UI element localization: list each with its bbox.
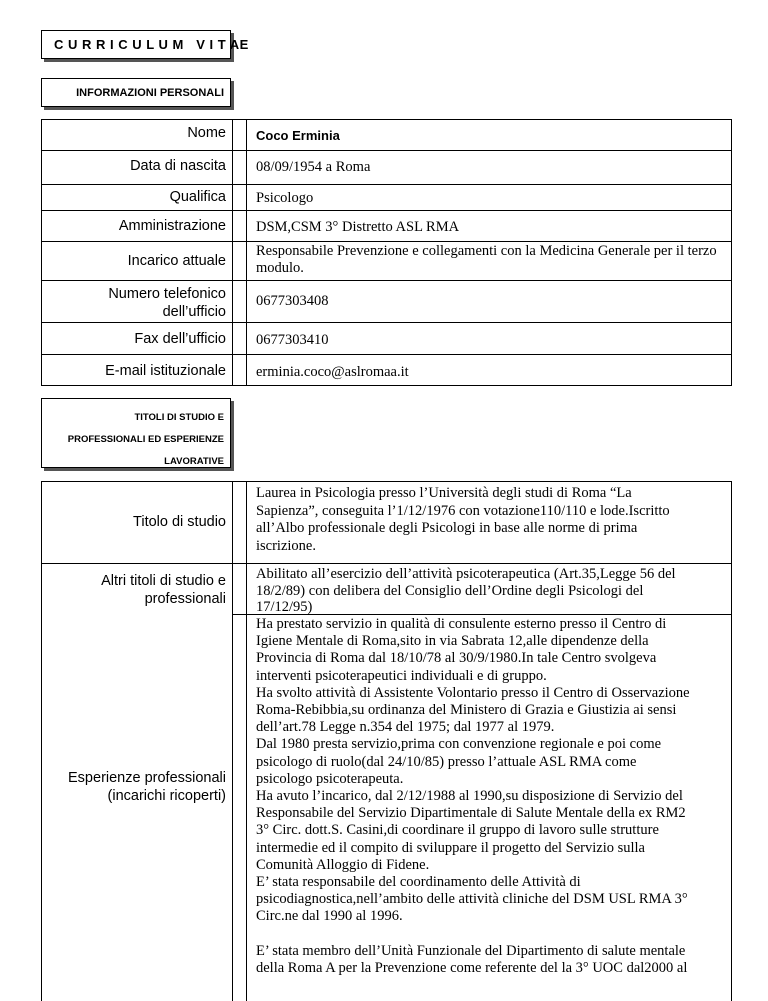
personal-section-title: INFORMAZIONI PERSONALI (76, 87, 224, 99)
personal-section-box (41, 78, 231, 107)
name-value: Coco Erminia (256, 128, 340, 143)
fax-label: Fax dell’ufficio (134, 331, 226, 347)
esperienze-value: Ha prestato servizio in qualità di consulente esterno presso il Centro di Igiene Mentale di Roma,sito in via Sabrata 12,alle dipendenze della Provincia di Roma dal 18/10/78 al 30/9/1980.In tale Centro svolgeva interventi psicoterapeutici individuali e di gruppo. Ha svolto attività di Assistente Volontario presso il Centro di Osservazione Roma-Rebibbia,su ordinanza del Ministero di Grazia e Giustizia ai sensi dell’art.78 Legge n.354 del 1975; dal 1977 al 1979. Dal 1980 presta servizio,prima con convenzione regionale e poi come psicologo di ruolo(dal 24/10/85) presso l’attuale ASL RMA come psicologo psicoterapeuta. Ha avuto l’incarico, dal 2/12/1988 al 1990,su disposizione di Servizio del Responsabile del Servizio Dipartimentale di Salute Mentale della ex RM2 3° Circ. dott.S. Casini,di coordinare il gruppo di lavoro sulle strutture intermedie ed il compito di sviluppare il progetto del Servizio sulla Comunità Alloggio di Fidene. E’ stata responsabile del coordinamento delle Attività di psicodiagnostica,nell’ambito delle attività cliniche del DSM USL RMA 3° Circ.ne dal 1990 al 1996. E’ stata membro dell’Unità Funzionale del Dipartimento di salute mentale della Roma A per la Prevenzione come referente del la 3° UOC dal2000 al (256, 616, 690, 976)
qualifica-value: Psicologo (256, 190, 314, 206)
email-value: erminia.coco@aslromaa.it (256, 364, 409, 380)
titoli-section-box (41, 398, 231, 468)
birth-date-label: Data di nascita (130, 158, 226, 174)
titoli-section-title: TITOLI DI STUDIO E PROFESSIONALI ED ESPERIENZE LAVORATIVE (67, 412, 224, 467)
name-label: Nome (187, 125, 226, 141)
amministrazione-label: Amministrazione (118, 218, 226, 234)
phone-label: Numero telefonico dell’ufficio (108, 286, 226, 320)
titolo-studio-value: Laurea in Psicologia presso l’Università degli studi di Roma “La Sapienza”, conseguita l’1/12/1976 con votazione110/110 e lode.Iscritto all’Albo professionale degli Psicologi in base alle norme di prima iscrizione. (256, 485, 670, 554)
cv-title-box (41, 30, 249, 59)
birth-date-value: 08/09/1954 a Roma (256, 159, 371, 175)
esperienze-label: Esperienze professionali (incarichi ricoperti) (68, 770, 226, 804)
phone-value: 0677303408 (256, 293, 329, 309)
cv-title: C U R R I C U L U M V I T AE (54, 37, 249, 52)
altri-titoli-label: Altri titoli di studio e professionali (101, 573, 226, 607)
qualifica-label: Qualifica (169, 189, 226, 205)
incarico-value: Responsabile Prevenzione e collegamenti con la Medicina Generale per il terzo modulo. (256, 243, 717, 276)
titolo-studio-label: Titolo di studio (133, 514, 226, 530)
fax-value: 0677303410 (256, 332, 329, 348)
amministrazione-value: DSM,CSM 3° Distretto ASL RMA (256, 219, 460, 235)
altri-titoli-value: Abilitato all’esercizio dell’attività psicoterapeutica (Art.35,Legge 56 del 18/2/89) con delibera del Consiglio dell’Ordine degli Psicologi del 17/12/95) (256, 566, 676, 615)
incarico-label: Incarico attuale (127, 253, 226, 269)
email-label: E-mail istituzionale (105, 363, 226, 379)
